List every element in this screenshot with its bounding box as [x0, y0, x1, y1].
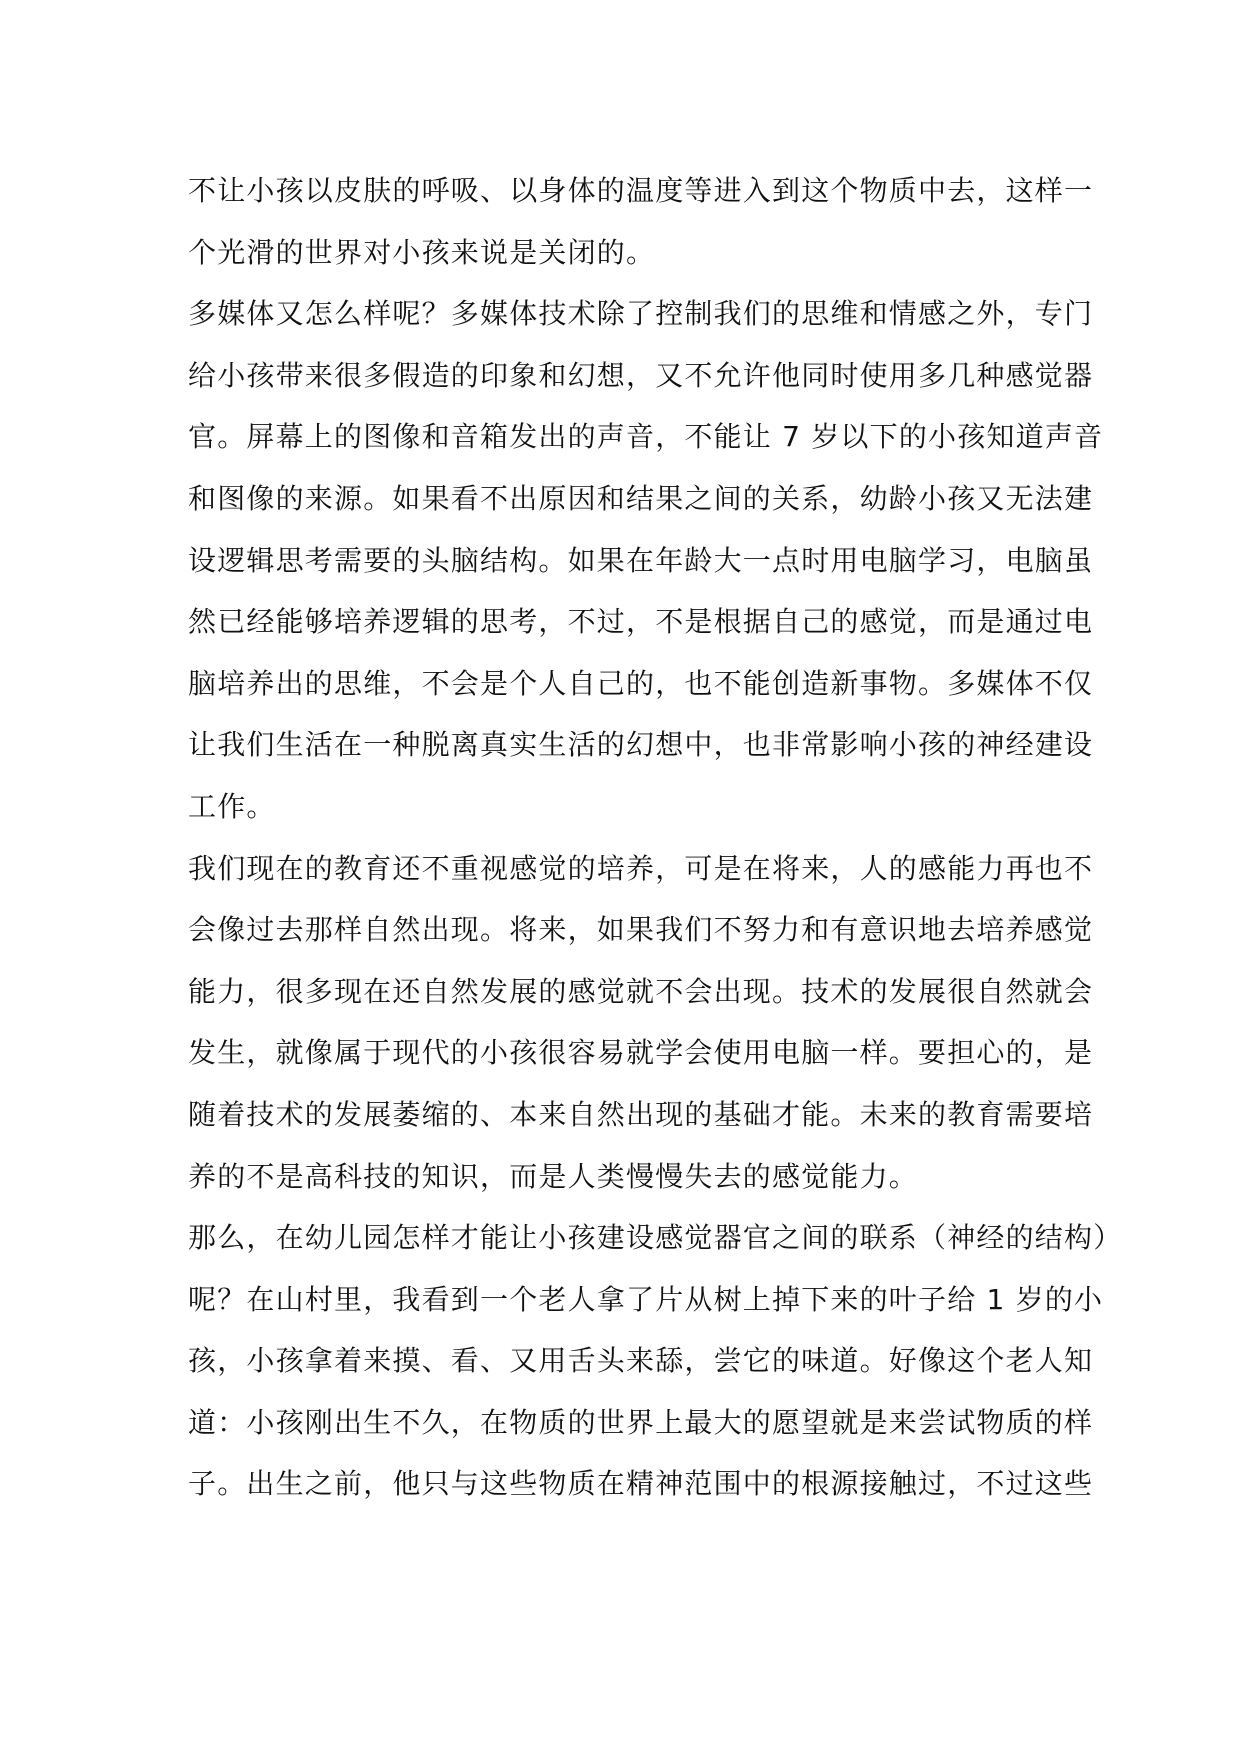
text-line: 让我们生活在一种脱离真实生活的幻想中，也非常影响小孩的神经建设 — [188, 728, 1094, 762]
text-line: 和图像的来源。如果看不出原因和结果之间的关系，幼龄小孩又无法建 — [188, 481, 1094, 515]
text-line: 官。屏幕上的图像和音箱发出的声音，不能让 7 岁以下的小孩知道声音 — [188, 420, 1104, 454]
text-line: 呢？在山村里，我看到一个老人拿了片从树上掉下来的叶子给 1 岁的小 — [188, 1282, 1104, 1316]
text-line: 会像过去那样自然出现。将来，如果我们不努力和有意识地去培养感觉 — [188, 913, 1094, 947]
text-line: 给小孩带来很多假造的印象和幻想，又不允许他同时使用多几种感觉器 — [188, 358, 1094, 392]
text-line: 孩，小孩拿着来摸、看、又用舌头来舔，尝它的味道。好像这个老人知 — [188, 1344, 1094, 1378]
text-line: 然已经能够培养逻辑的思考，不过，不是根据自己的感觉，而是通过电 — [188, 605, 1094, 639]
text-line: 我们现在的教育还不重视感觉的培养，可是在将来，人的感能力再也不 — [188, 851, 1094, 885]
text-line: 道：小孩刚出生不久，在物质的世界上最大的愿望就是来尝试物质的样 — [188, 1405, 1094, 1439]
text-line: 发生，就像属于现代的小孩很容易就学会使用电脑一样。要担心的，是 — [188, 1036, 1094, 1070]
text-line: 能力，很多现在还自然发展的感觉就不会出现。技术的发展很自然就会 — [188, 974, 1094, 1008]
text-line: 设逻辑思考需要的头脑结构。如果在年龄大一点时用电脑学习，电脑虽 — [188, 543, 1094, 577]
text-line: 脑培养出的思维，不会是个人自己的，也不能创造新事物。多媒体不仅 — [188, 666, 1094, 700]
text-line: 不让小孩以皮肤的呼吸、以身体的温度等进入到这个物质中去，这样一 — [188, 174, 1094, 207]
text-line: 养的不是高科技的知识，而是人类慢慢失去的感觉能力。 — [188, 1159, 919, 1193]
text-line: 多媒体又怎么样呢？多媒体技术除了控制我们的思维和情感之外，专门 — [188, 297, 1094, 331]
text-line: 那么，在幼儿园怎样才能让小孩建设感觉器官之间的联系（神经的结构） — [188, 1221, 1123, 1255]
body-text — [188, 160, 1123, 1515]
text-line: 子。出生之前，他只与这些物质在精神范围中的根源接触过，不过这些 — [188, 1467, 1094, 1501]
text-line: 随着技术的发展萎缩的、本来自然出现的基础才能。未来的教育需要培 — [188, 1097, 1094, 1131]
text-line: 个光滑的世界对小孩来说是关闭的。 — [188, 235, 656, 269]
text-line: 工作。 — [188, 789, 276, 823]
